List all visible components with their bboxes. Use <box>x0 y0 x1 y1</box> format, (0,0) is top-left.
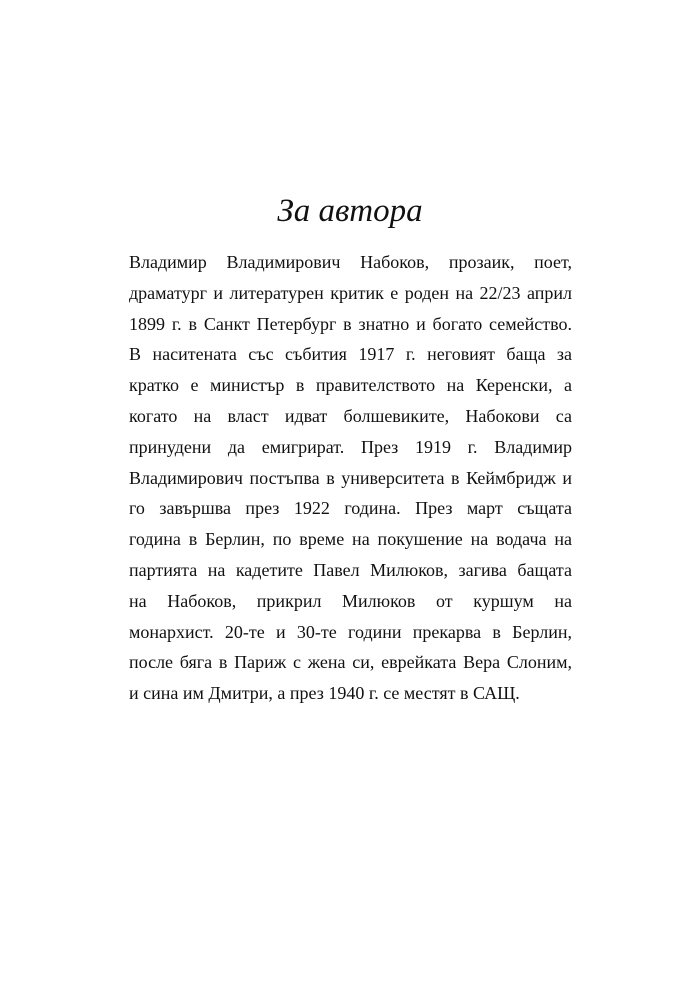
text-line: монархист. 20-те и 30-те години прекарва в Берлин, <box>129 621 572 642</box>
text-line: В наситената със събития 1917 г. неговият баща за <box>129 344 572 365</box>
text-line: 1899 г. в Санкт Петербург в знатно и богато семейство. <box>129 313 572 334</box>
text-line: Владимирович постъпва в университета в Кеймбридж и <box>129 467 572 488</box>
text-line: после бяга в Париж с жена си, еврейката Вера Слоним, <box>129 652 572 673</box>
text-line: го завършва през 1922 година. През март същата <box>129 498 572 519</box>
text-line: когато на власт идват болшевиките, Набокови са <box>129 405 572 426</box>
text-line: партията на кадетите Павел Милюков, загива бащата <box>129 559 572 580</box>
text-line: кратко е министър в правителството на Керенски, а <box>129 375 572 396</box>
text-line: и сина им Дмитри, а през 1940 г. се местят в САЩ. <box>129 683 520 704</box>
text-line: година в Берлин, по време на покушение на водача на <box>129 529 572 550</box>
text-line: Владимир Владимирович Набоков, прозаик, поет, <box>129 252 572 272</box>
text-line: драматург и литературен критик е роден на 22/23 април <box>129 282 572 303</box>
text-line: принудени да емигрират. През 1919 г. Владимир <box>129 436 572 457</box>
text-line: на Набоков, прикрил Милюков от куршум на <box>129 590 572 611</box>
page-title: За автора <box>277 193 423 229</box>
body-paragraph <box>129 247 572 709</box>
